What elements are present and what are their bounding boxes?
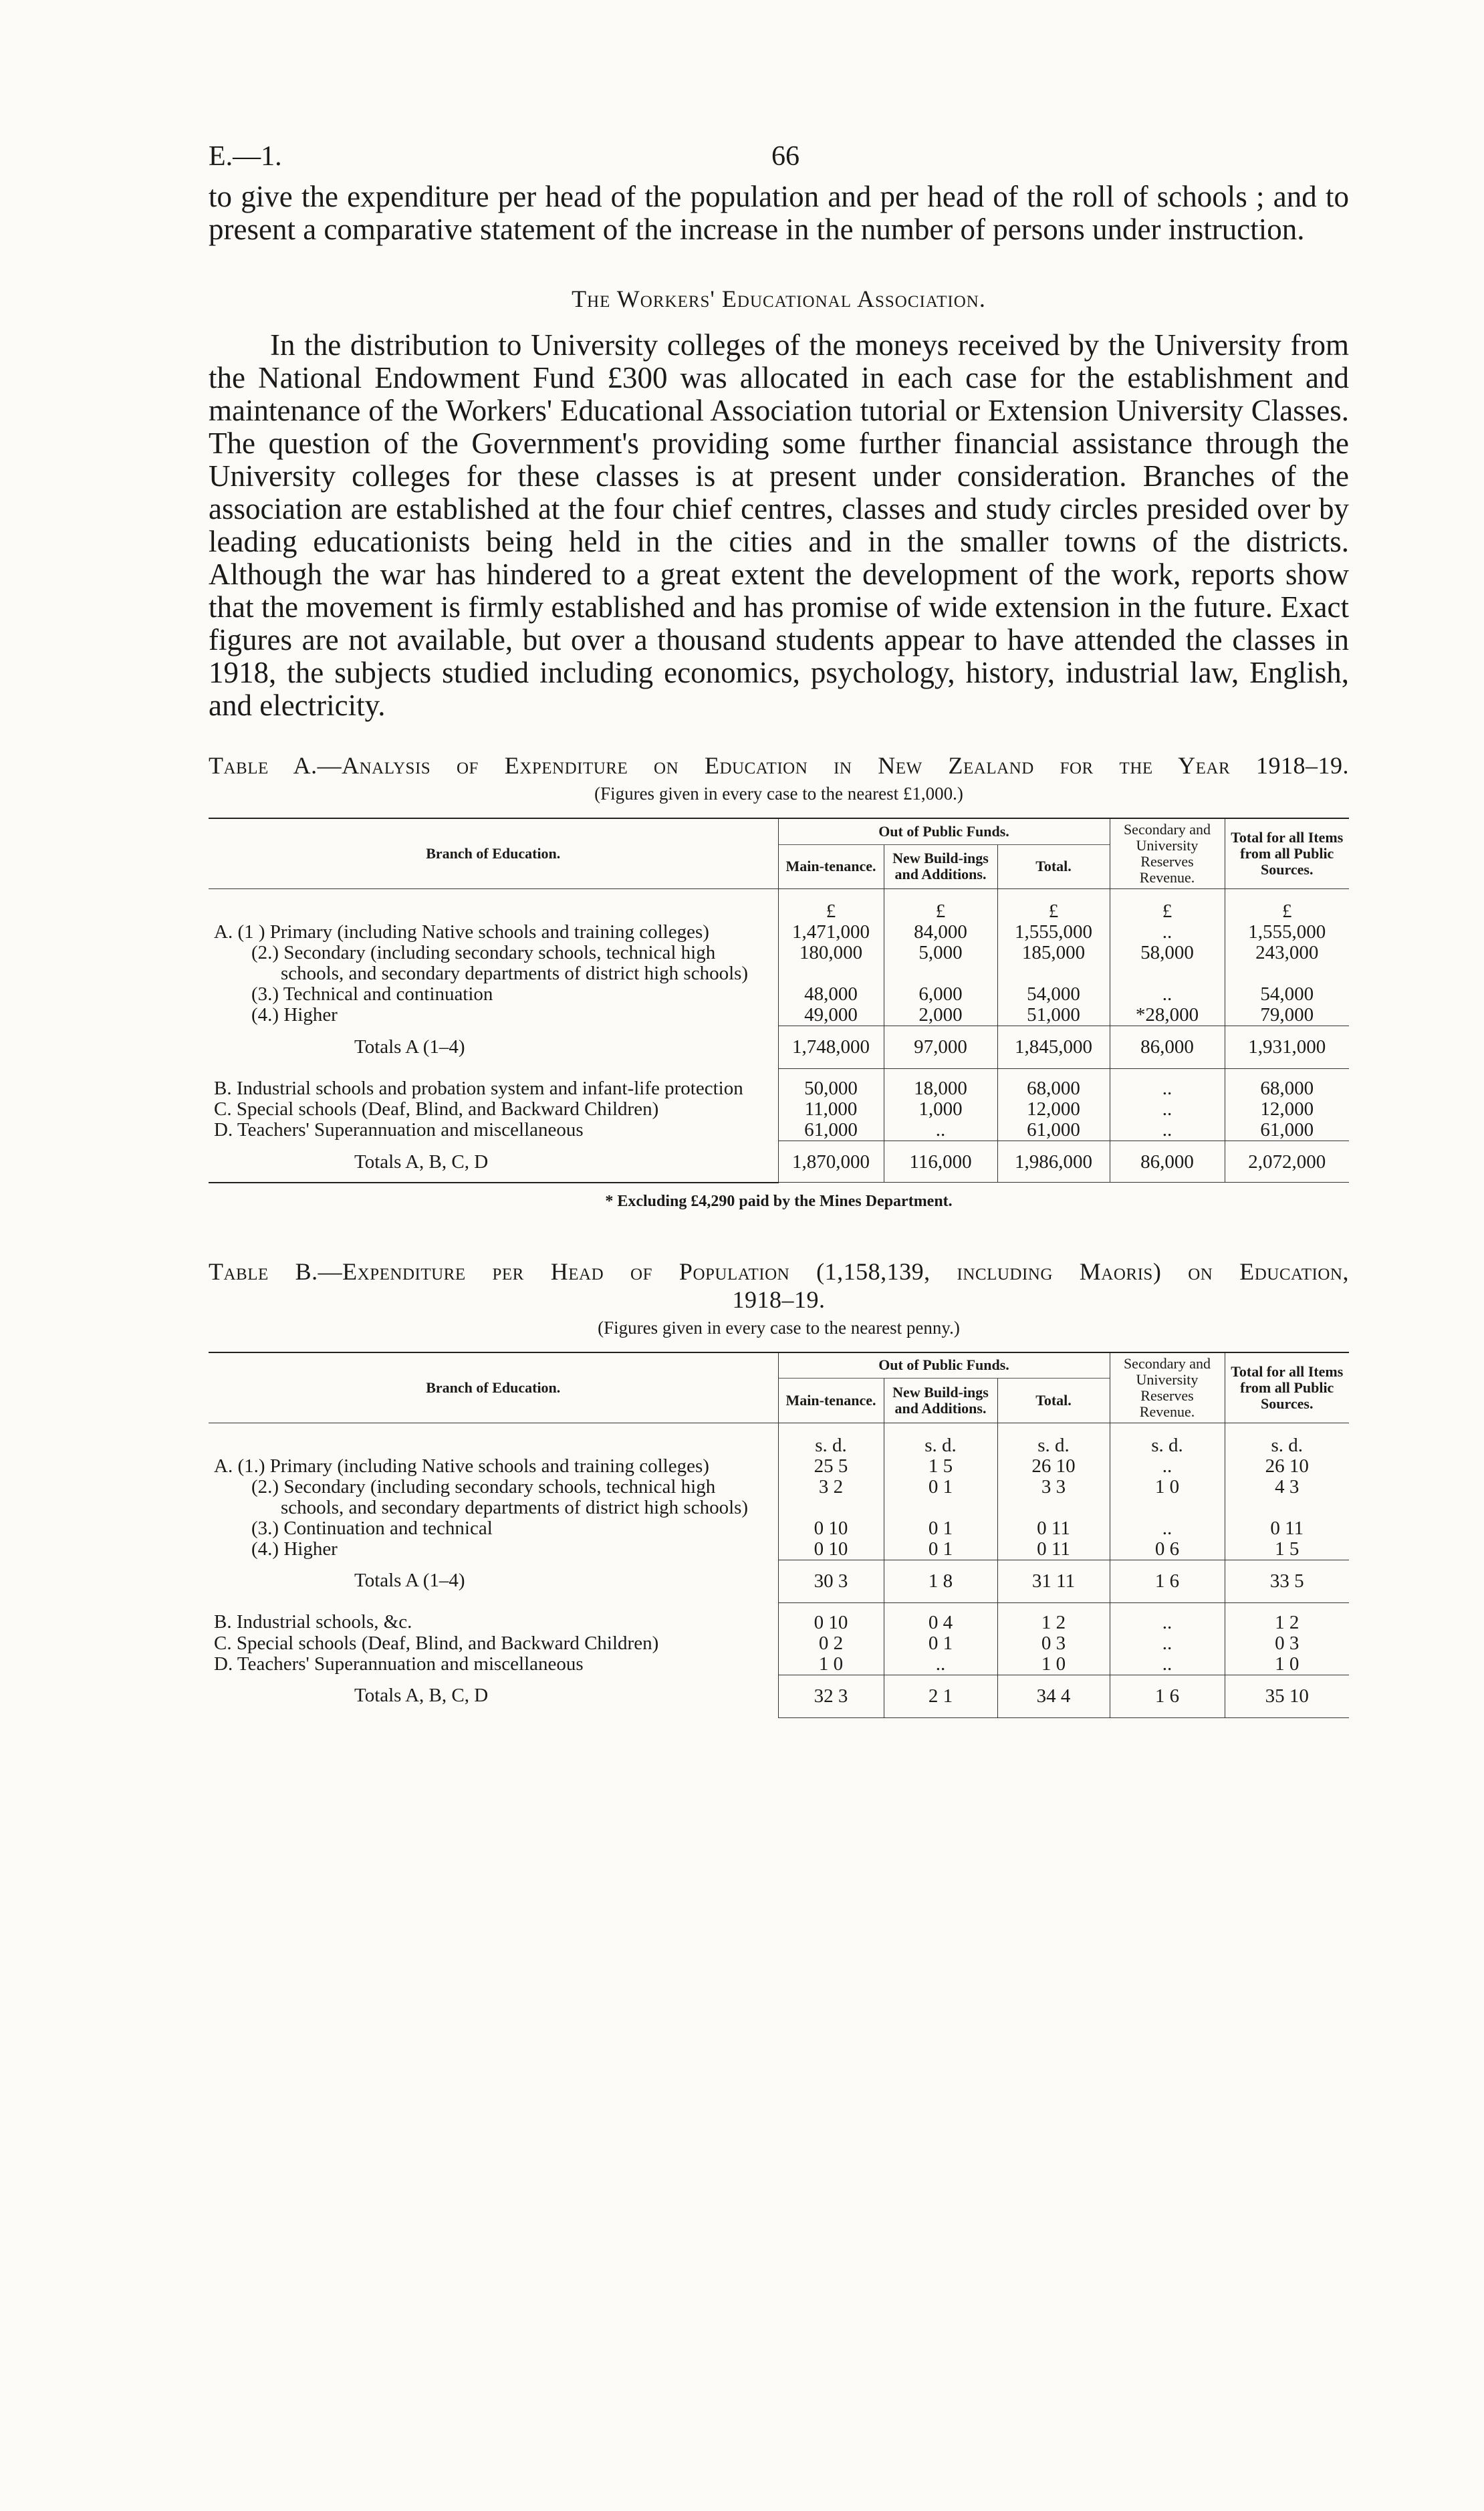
row-label: Totals A (1–4) — [354, 1570, 465, 1591]
cell-new-buildings: 18,000 — [884, 1069, 997, 1100]
cell-total: 185,000 — [997, 943, 1110, 984]
table-b-title-line1: Table B.—Expenditure per Head of Population (1,158,139, including Maoris) on Education, — [209, 1258, 1349, 1285]
cell-grand-total: 79,000 — [1225, 1005, 1349, 1026]
table-b-header-reserves: Secondary and University Reserves Revenue. — [1110, 1352, 1225, 1423]
table-a-header-public-funds: Out of Public Funds. — [778, 818, 1110, 844]
table-b-header-maintenance: Main-tenance. — [778, 1379, 884, 1423]
page-header — [209, 140, 1349, 181]
cell-grand-total: 2,072,000 — [1225, 1141, 1349, 1183]
cell-new-buildings: 116,000 — [884, 1141, 997, 1183]
cell-total: 3 3 — [997, 1477, 1110, 1518]
table-a-footnote: * Excluding £4,290 paid by the Mines Department. — [605, 1192, 953, 1210]
row-label: (2.) Secondary (including secondary schools, technical high schools, and secondary departments of district high schools) — [251, 942, 749, 984]
cell-total: 61,000 — [997, 1120, 1110, 1141]
table-b — [209, 1352, 1349, 1718]
table-a-header-total: Total. — [997, 844, 1110, 888]
intro-paragraph: to give the expenditure per head of the population and per head of the roll of schools ; and to present a comparative statement of the increase in the number of persons under instruction. — [209, 180, 1349, 246]
unit-cell: £ — [997, 889, 1110, 923]
cell-new-buildings: 1 8 — [884, 1560, 997, 1602]
cell-grand-total: 33 5 — [1225, 1560, 1349, 1602]
cell-total: 0 3 — [997, 1633, 1110, 1654]
cell-new-buildings: 6,000 — [884, 984, 997, 1005]
row-label: C. Special schools (Deaf, Blind, and Backward Children) — [214, 1632, 659, 1654]
cell-new-buildings: 0 4 — [884, 1602, 997, 1633]
cell-total: 31 11 — [997, 1560, 1110, 1602]
cell-grand-total: 1,931,000 — [1225, 1026, 1349, 1069]
cell-total: 54,000 — [997, 984, 1110, 1005]
table-row — [209, 1518, 1349, 1539]
cell-reserves: .. — [1110, 1069, 1225, 1100]
table-row — [209, 1120, 1349, 1141]
cell-reserves: 86,000 — [1110, 1026, 1225, 1069]
table-a-header-maintenance: Main-tenance. — [778, 844, 884, 888]
cell-grand-total: 1 0 — [1225, 1654, 1349, 1675]
cell-maintenance: 1 0 — [778, 1654, 884, 1675]
cell-maintenance: 0 10 — [778, 1518, 884, 1539]
cell-maintenance: 1,748,000 — [778, 1026, 884, 1069]
cell-new-buildings: 1,000 — [884, 1099, 997, 1120]
row-label: D. Teachers' Superannuation and miscellaneous — [214, 1653, 584, 1675]
row-label: Totals A, B, C, D — [354, 1151, 489, 1173]
table-b-unit-row — [209, 1423, 1349, 1456]
table-a-header-reserves: Secondary and University Reserves Revenue. — [1110, 818, 1225, 889]
cell-reserves: .. — [1110, 1654, 1225, 1675]
table-a-header-grand-total: Total for all Items from all Public Sources. — [1225, 818, 1349, 889]
cell-new-buildings: 0 1 — [884, 1539, 997, 1560]
table-a-totals-abcd-row — [209, 1141, 1349, 1183]
cell-reserves: .. — [1110, 1518, 1225, 1539]
table-row — [209, 1456, 1349, 1477]
cell-total: 1,845,000 — [997, 1026, 1110, 1069]
table-b-block — [209, 1258, 1349, 1718]
row-label: A. (1.) Primary (including Native schools and training colleges) — [214, 1455, 709, 1477]
cell-total: 68,000 — [997, 1069, 1110, 1100]
unit-cell: s. d. — [997, 1423, 1110, 1456]
cell-maintenance: 3 2 — [778, 1477, 884, 1518]
cell-grand-total: 54,000 — [1225, 984, 1349, 1005]
cell-new-buildings: 97,000 — [884, 1026, 997, 1069]
cell-reserves: *28,000 — [1110, 1005, 1225, 1026]
unit-cell: s. d. — [778, 1423, 884, 1456]
row-label: A. (1 ) Primary (including Native schools and training colleges) — [214, 921, 709, 943]
cell-reserves: .. — [1110, 1633, 1225, 1654]
cell-new-buildings: 0 1 — [884, 1518, 997, 1539]
cell-grand-total: 1 2 — [1225, 1602, 1349, 1633]
unit-cell: £ — [778, 889, 884, 923]
cell-grand-total: 12,000 — [1225, 1099, 1349, 1120]
table-b-header-public-funds: Out of Public Funds. — [778, 1352, 1110, 1379]
cell-reserves: 1 0 — [1110, 1477, 1225, 1518]
cell-reserves: .. — [1110, 1099, 1225, 1120]
row-label: (4.) Higher — [251, 1538, 338, 1560]
table-row — [209, 1539, 1349, 1560]
cell-grand-total: 68,000 — [1225, 1069, 1349, 1100]
table-row — [209, 943, 1349, 984]
table-a-subtitle: (Figures given in every case to the nearest £1,000.) — [594, 784, 963, 804]
cell-total: 34 4 — [997, 1675, 1110, 1717]
row-label: Totals A, B, C, D — [354, 1685, 489, 1706]
table-a-header-branch: Branch of Education. — [209, 818, 778, 889]
row-label: (3.) Continuation and technical — [251, 1517, 493, 1539]
cell-reserves: 86,000 — [1110, 1141, 1225, 1183]
cell-maintenance: 1,870,000 — [778, 1141, 884, 1183]
table-b-title-line2: 1918–19. — [732, 1286, 826, 1313]
cell-new-buildings: 2,000 — [884, 1005, 997, 1026]
table-row — [209, 1654, 1349, 1675]
cell-new-buildings: 0 1 — [884, 1633, 997, 1654]
row-label: (4.) Higher — [251, 1004, 338, 1026]
cell-maintenance: 49,000 — [778, 1005, 884, 1026]
table-row — [209, 1099, 1349, 1120]
table-a-block — [209, 751, 1349, 1211]
cell-new-buildings: 2 1 — [884, 1675, 997, 1717]
cell-reserves: .. — [1110, 1456, 1225, 1477]
cell-grand-total: 0 3 — [1225, 1633, 1349, 1654]
cell-total: 1 2 — [997, 1602, 1110, 1633]
row-label: B. Industrial schools and probation system and infant-life protection — [214, 1077, 743, 1099]
cell-reserves: 0 6 — [1110, 1539, 1225, 1560]
cell-maintenance: 61,000 — [778, 1120, 884, 1141]
cell-maintenance: 50,000 — [778, 1069, 884, 1100]
table-row — [209, 984, 1349, 1005]
cell-maintenance: 0 10 — [778, 1602, 884, 1633]
cell-total: 0 11 — [997, 1539, 1110, 1560]
row-label: D. Teachers' Superannuation and miscellaneous — [214, 1119, 584, 1141]
table-b-header-grand-total: Total for all Items from all Public Sources. — [1225, 1352, 1349, 1423]
row-label: C. Special schools (Deaf, Blind, and Backward Children) — [214, 1098, 659, 1120]
cell-maintenance: 48,000 — [778, 984, 884, 1005]
table-a-title: Table A.—Analysis of Expenditure on Education in New Zealand for the Year 1918–19. — [209, 752, 1349, 779]
table-row — [209, 1069, 1349, 1100]
cell-grand-total: 1 5 — [1225, 1539, 1349, 1560]
table-a-totals-a-row — [209, 1026, 1349, 1069]
cell-maintenance: 1,471,000 — [778, 922, 884, 943]
document-page — [209, 140, 1349, 1718]
cell-maintenance: 0 10 — [778, 1539, 884, 1560]
cell-total: 1,986,000 — [997, 1141, 1110, 1183]
table-row — [209, 1477, 1349, 1518]
unit-cell: £ — [1110, 889, 1225, 923]
cell-reserves: .. — [1110, 1120, 1225, 1141]
cell-reserves: .. — [1110, 984, 1225, 1005]
cell-grand-total: 61,000 — [1225, 1120, 1349, 1141]
unit-cell: s. d. — [1110, 1423, 1225, 1456]
cell-grand-total: 26 10 — [1225, 1456, 1349, 1477]
cell-reserves: 58,000 — [1110, 943, 1225, 984]
table-b-totals-a-row — [209, 1560, 1349, 1602]
cell-reserves: 1 6 — [1110, 1560, 1225, 1602]
cell-total: 0 11 — [997, 1518, 1110, 1539]
cell-total: 12,000 — [997, 1099, 1110, 1120]
table-b-totals-abcd-row — [209, 1675, 1349, 1717]
table-row — [209, 1005, 1349, 1026]
cell-total: 1,555,000 — [997, 922, 1110, 943]
cell-maintenance: 25 5 — [778, 1456, 884, 1477]
table-a-unit-row — [209, 889, 1349, 923]
cell-reserves: .. — [1110, 922, 1225, 943]
page-number: 66 — [771, 141, 799, 172]
cell-maintenance: 0 2 — [778, 1633, 884, 1654]
cell-new-buildings: 1 5 — [884, 1456, 997, 1477]
table-b-header-new-buildings: New Build-ings and Additions. — [884, 1379, 997, 1423]
cell-new-buildings: 0 1 — [884, 1477, 997, 1518]
unit-cell: £ — [884, 889, 997, 923]
cell-new-buildings: 84,000 — [884, 922, 997, 943]
cell-reserves: .. — [1110, 1602, 1225, 1633]
cell-grand-total: 243,000 — [1225, 943, 1349, 984]
table-a-header-new-buildings: New Build-ings and Additions. — [884, 844, 997, 888]
table-row — [209, 922, 1349, 943]
table-b-header-branch: Branch of Education. — [209, 1352, 778, 1423]
row-label: Totals A (1–4) — [354, 1036, 465, 1058]
cell-grand-total: 0 11 — [1225, 1518, 1349, 1539]
cell-maintenance: 30 3 — [778, 1560, 884, 1602]
cell-total: 51,000 — [997, 1005, 1110, 1026]
table-row — [209, 1602, 1349, 1633]
cell-new-buildings: .. — [884, 1654, 997, 1675]
table-b-header-total: Total. — [997, 1379, 1110, 1423]
cell-grand-total: 4 3 — [1225, 1477, 1349, 1518]
cell-new-buildings: .. — [884, 1120, 997, 1141]
table-row — [209, 1633, 1349, 1654]
unit-cell: £ — [1225, 889, 1349, 923]
row-label: (3.) Technical and continuation — [251, 983, 493, 1005]
cell-maintenance: 11,000 — [778, 1099, 884, 1120]
cell-grand-total: 35 10 — [1225, 1675, 1349, 1717]
cell-maintenance: 180,000 — [778, 943, 884, 984]
row-label: B. Industrial schools, &c. — [214, 1611, 412, 1633]
cell-maintenance: 32 3 — [778, 1675, 884, 1717]
cell-grand-total: 1,555,000 — [1225, 922, 1349, 943]
unit-cell: s. d. — [884, 1423, 997, 1456]
cell-new-buildings: 5,000 — [884, 943, 997, 984]
table-b-subtitle: (Figures given in every case to the nearest penny.) — [598, 1317, 960, 1338]
unit-cell: s. d. — [1225, 1423, 1349, 1456]
cell-total: 26 10 — [997, 1456, 1110, 1477]
cell-total: 1 0 — [997, 1654, 1110, 1675]
cell-reserves: 1 6 — [1110, 1675, 1225, 1717]
document-code: E.—1. — [209, 141, 282, 172]
table-a — [209, 818, 1349, 1183]
section-heading: The Workers' Educational Association. — [572, 285, 986, 312]
row-label: (2.) Secondary (including secondary schools, technical high schools, and secondary departments of district high schools) — [251, 1475, 749, 1518]
section-paragraph: In the distribution to University colleges of the moneys received by the University from the National Endowment Fund £300 was allocated in each case for the establishment and maintenance of the Workers' Educational Association tutorial or Extension University Classes. The question of the Government's providing some further financial assistance through the University colleges for these classes is at present under consideration. Branches of the association are established at the four chief centres, classes and study circles presided over by leading educationists being held in the cities and in the smaller towns of the districts. Although the war has hindered to a great extent the development of the work, reports show that the movement is firmly established and has promise of wide extension in the future. Exact figures are not available, but over a thousand students appear to have attended the classes in 1918, the subjects studied including economics, psychology, history, industrial law, English, and electricity. — [209, 328, 1349, 722]
